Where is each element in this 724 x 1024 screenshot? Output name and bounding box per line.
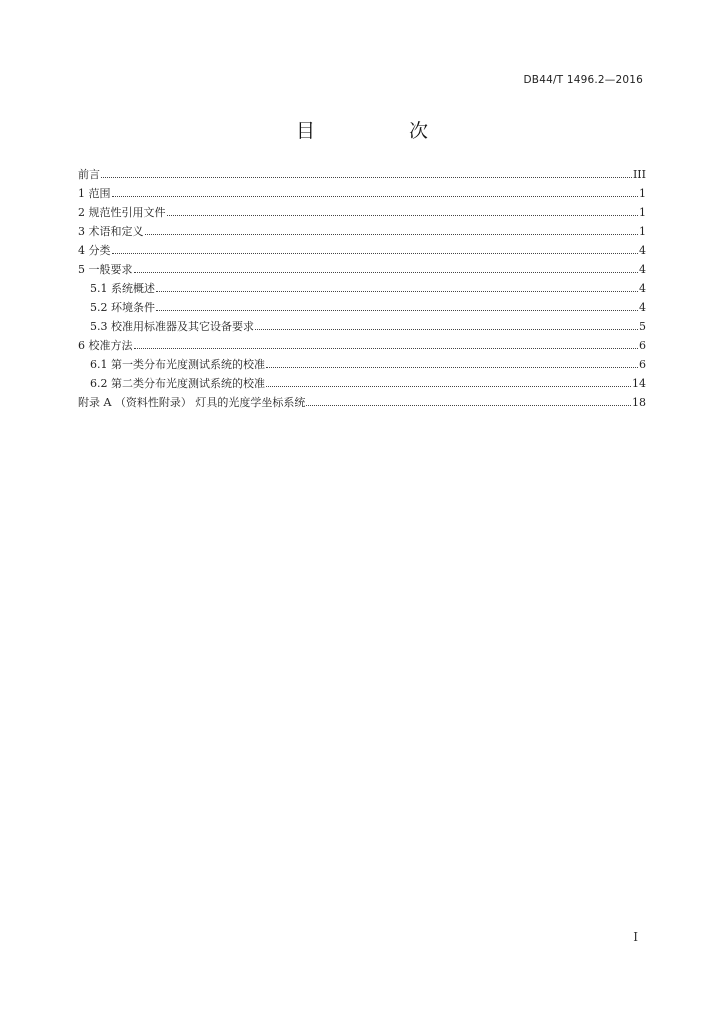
toc-dot-leader	[306, 405, 631, 406]
toc-entry[interactable]	[78, 260, 646, 279]
toc-dot-leader	[134, 348, 639, 349]
toc-entry[interactable]	[78, 393, 646, 412]
toc-entry-label: 5.3 校准用标准器及其它设备要求	[90, 320, 254, 333]
toc-entry[interactable]	[78, 184, 646, 203]
toc-title: 目 次	[295, 120, 473, 142]
toc-dot-leader	[167, 215, 639, 216]
toc-entry-label: 5 一般要求	[78, 263, 133, 276]
toc-dot-leader	[156, 291, 638, 292]
toc-entry-label: 2 规范性引用文件	[78, 206, 166, 219]
toc-entry[interactable]	[78, 165, 646, 184]
toc-entry-page: 4	[639, 301, 646, 314]
toc-dot-leader	[145, 234, 639, 235]
toc-entry-page: III	[632, 168, 646, 181]
toc-entry-label: 5.2 环境条件	[90, 301, 155, 314]
toc-dot-leader	[266, 386, 631, 387]
toc-dot-leader	[101, 177, 632, 178]
toc-entry-label: 1 范围	[78, 187, 111, 200]
document-code: DB44/T 1496.2—2016	[523, 74, 643, 86]
page-number: I	[633, 930, 638, 944]
toc-dot-leader	[255, 329, 638, 330]
toc-entry-page: 6	[639, 339, 646, 352]
toc-dot-leader	[134, 272, 639, 273]
toc-entry-label: 6.1 第一类分布光度测试系统的校准	[90, 358, 265, 371]
toc-entry[interactable]	[78, 279, 646, 298]
toc-entry[interactable]	[78, 203, 646, 222]
toc-entry[interactable]	[78, 336, 646, 355]
toc-entry[interactable]	[78, 222, 646, 241]
toc-entry-page: 4	[639, 263, 646, 276]
toc-entry-label: 5.1 系统概述	[90, 282, 155, 295]
toc-entry-label: 4 分类	[78, 244, 111, 257]
toc-entry[interactable]	[78, 298, 646, 317]
toc-entry-label: 前言	[78, 168, 100, 181]
toc-entry[interactable]	[78, 374, 646, 393]
table-of-contents	[78, 165, 646, 412]
toc-entry-page: 6	[639, 358, 646, 371]
toc-entry-page: 14	[632, 377, 646, 390]
toc-entry-page: 1	[639, 225, 646, 238]
toc-dot-leader	[112, 253, 639, 254]
toc-entry-page: 18	[632, 396, 646, 409]
toc-dot-leader	[156, 310, 638, 311]
toc-entry-label: 附录 A （资料性附录） 灯具的光度学坐标系统	[78, 396, 306, 409]
toc-dot-leader	[266, 367, 638, 368]
toc-entry-label: 6.2 第二类分布光度测试系统的校准	[90, 377, 265, 390]
toc-entry-label: 3 术语和定义	[78, 225, 144, 238]
toc-entry-page: 1	[639, 187, 646, 200]
toc-entry-page: 4	[639, 244, 646, 257]
toc-entry-page: 1	[639, 206, 646, 219]
toc-entry[interactable]	[78, 355, 646, 374]
toc-entry-page: 4	[639, 282, 646, 295]
toc-entry[interactable]	[78, 317, 646, 336]
toc-entry-page: 5	[639, 320, 646, 333]
toc-dot-leader	[112, 196, 639, 197]
toc-entry[interactable]	[78, 241, 646, 260]
toc-entry-label: 6 校准方法	[78, 339, 133, 352]
